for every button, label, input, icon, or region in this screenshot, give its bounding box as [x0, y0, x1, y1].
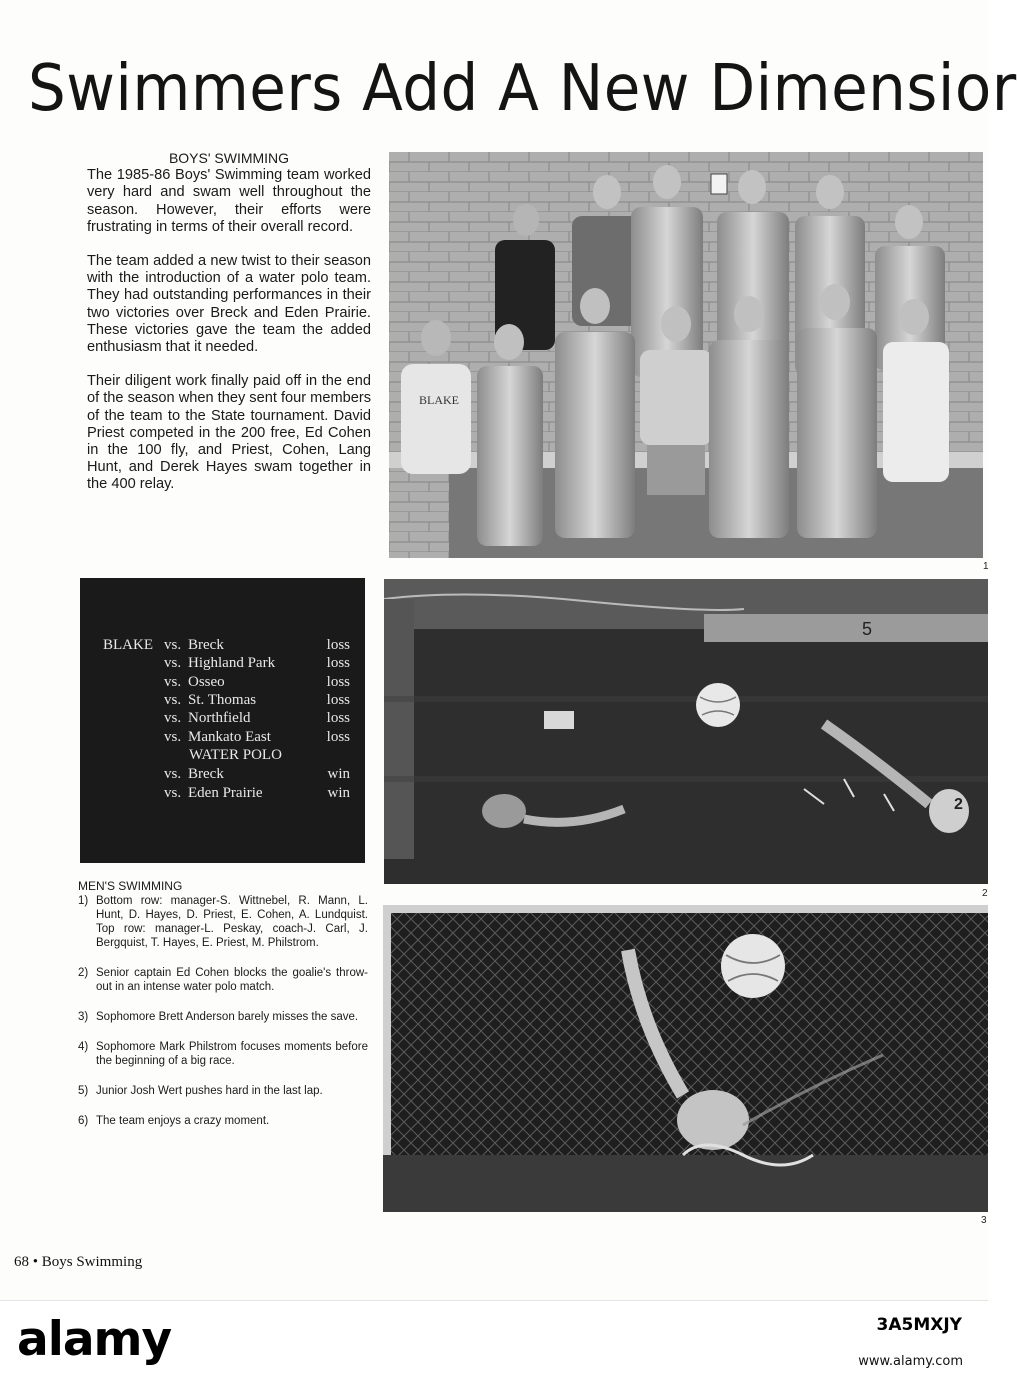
score-opponent: Breck — [188, 637, 224, 653]
caption-text: Junior Josh Wert pushes hard in the last lap. — [96, 1085, 323, 1097]
caption-number: 1) — [78, 895, 89, 907]
score-row — [80, 637, 365, 655]
caption-item — [78, 1040, 368, 1068]
caption-text: Senior captain Ed Cohen blocks the goalie's throw-out in an intense water polo match. — [96, 967, 368, 993]
score-team: BLAKE — [103, 637, 153, 653]
score-row — [80, 692, 365, 710]
caption-number: 3) — [78, 1011, 89, 1023]
story-paragraph: The 1985-86 Boys' Swimming team worked very hard and swam well throughout the season. However, their efforts were frustrating in terms of their overall record. — [87, 167, 371, 235]
score-vs: vs. — [164, 729, 182, 745]
water-polo-photo — [384, 579, 988, 884]
captions-heading: MEN'S SWIMMING — [78, 879, 183, 893]
season-scoreboard — [80, 578, 365, 863]
score-row — [80, 729, 365, 747]
score-result: win — [327, 785, 350, 801]
score-row — [80, 655, 365, 673]
lane-marker: 5 — [862, 619, 873, 639]
score-row — [80, 785, 365, 803]
score-result: loss — [326, 655, 350, 671]
photo-number: 1 — [983, 561, 989, 572]
page-folio: 68 • Boys Swimming — [14, 1254, 143, 1270]
image-id: 3A5MXJY — [876, 1315, 962, 1335]
story-kicker: BOYS' SWIMMING — [168, 150, 290, 166]
shirt-text: BLAKE — [419, 393, 459, 407]
score-result: loss — [326, 710, 350, 726]
team-photo-art — [389, 152, 983, 558]
score-vs: vs. — [164, 766, 182, 782]
page-headline: Swimmers Add A New Dimensior — [28, 52, 1017, 126]
caption-item — [78, 894, 368, 950]
score-result: loss — [326, 692, 350, 708]
caption-item — [78, 1114, 368, 1128]
photo-number: 2 — [982, 888, 988, 899]
caption-item — [78, 1084, 368, 1098]
caption-text: The team enjoys a crazy moment. — [96, 1115, 270, 1127]
caption-number: 5) — [78, 1085, 89, 1097]
photo-captions — [78, 879, 368, 1144]
score-row — [80, 674, 365, 692]
caption-number: 6) — [78, 1115, 89, 1127]
score-opponent: Osseo — [188, 674, 225, 690]
watermark-divider — [0, 1300, 988, 1301]
water-polo-photo-art — [384, 579, 988, 884]
score-result: loss — [326, 729, 350, 745]
score-row — [80, 710, 365, 728]
team-photo — [389, 152, 983, 558]
score-opponent: St. Thomas — [188, 692, 257, 708]
score-vs: vs. — [164, 785, 182, 801]
caption-item — [78, 1010, 368, 1024]
goalie-photo-art — [383, 905, 988, 1212]
score-opponent: Eden Prairie — [188, 785, 263, 801]
cap-number: 2 — [954, 796, 963, 813]
water-polo-subhead: WATER POLO — [189, 747, 282, 763]
score-opponent: Northfield — [188, 710, 251, 726]
caption-text: Sophomore Mark Philstrom focuses moments before the beginning of a big race. — [96, 1041, 368, 1067]
score-vs: vs. — [164, 692, 182, 708]
score-opponent: Mankato East — [188, 729, 271, 745]
caption-text: Bottom row: manager-S. Wittnebel, R. Mann, L. Hunt, D. Hayes, D. Priest, E. Cohen, A. Lundquist. Top row: manager-L. Peskay, coach-J. Carl, J. Bergquist, T. Hayes, E. Priest, M. Philstrom. — [96, 895, 368, 949]
story-body — [87, 150, 371, 511]
caption-item — [78, 966, 368, 994]
caption-number: 2) — [78, 967, 89, 979]
score-vs: vs. — [164, 710, 182, 726]
score-result: loss — [326, 637, 350, 653]
score-vs: vs. — [164, 637, 182, 653]
story-paragraph: The team added a new twist to their season with the introduction of a water polo team. They had outstanding performances in their two victories over Breck and Eden Prairie. These victories gave the team the added enthusiasm that it needed. — [87, 253, 371, 356]
score-result: loss — [326, 674, 350, 690]
photo-number: 3 — [981, 1215, 987, 1226]
caption-text: Sophomore Brett Anderson barely misses the save. — [96, 1011, 359, 1023]
score-result: win — [327, 766, 350, 782]
score-opponent: Breck — [188, 766, 224, 782]
watermark-url: www.alamy.com — [858, 1354, 963, 1369]
score-row — [80, 766, 365, 784]
caption-number: 4) — [78, 1041, 89, 1053]
alamy-logo: alamy — [17, 1312, 172, 1367]
score-opponent: Highland Park — [188, 655, 276, 671]
score-vs: vs. — [164, 674, 182, 690]
goalie-photo — [383, 905, 988, 1212]
score-vs: vs. — [164, 655, 182, 671]
story-paragraph: Their diligent work finally paid off in the end of the season when they sent four members of the team to the State tournament. David Priest competed in the 200 free, Ed Cohen in the 100 fly, and Priest, Cohen, Lang Hunt, and Derek Hayes swam together in the 400 relay. — [87, 373, 371, 493]
